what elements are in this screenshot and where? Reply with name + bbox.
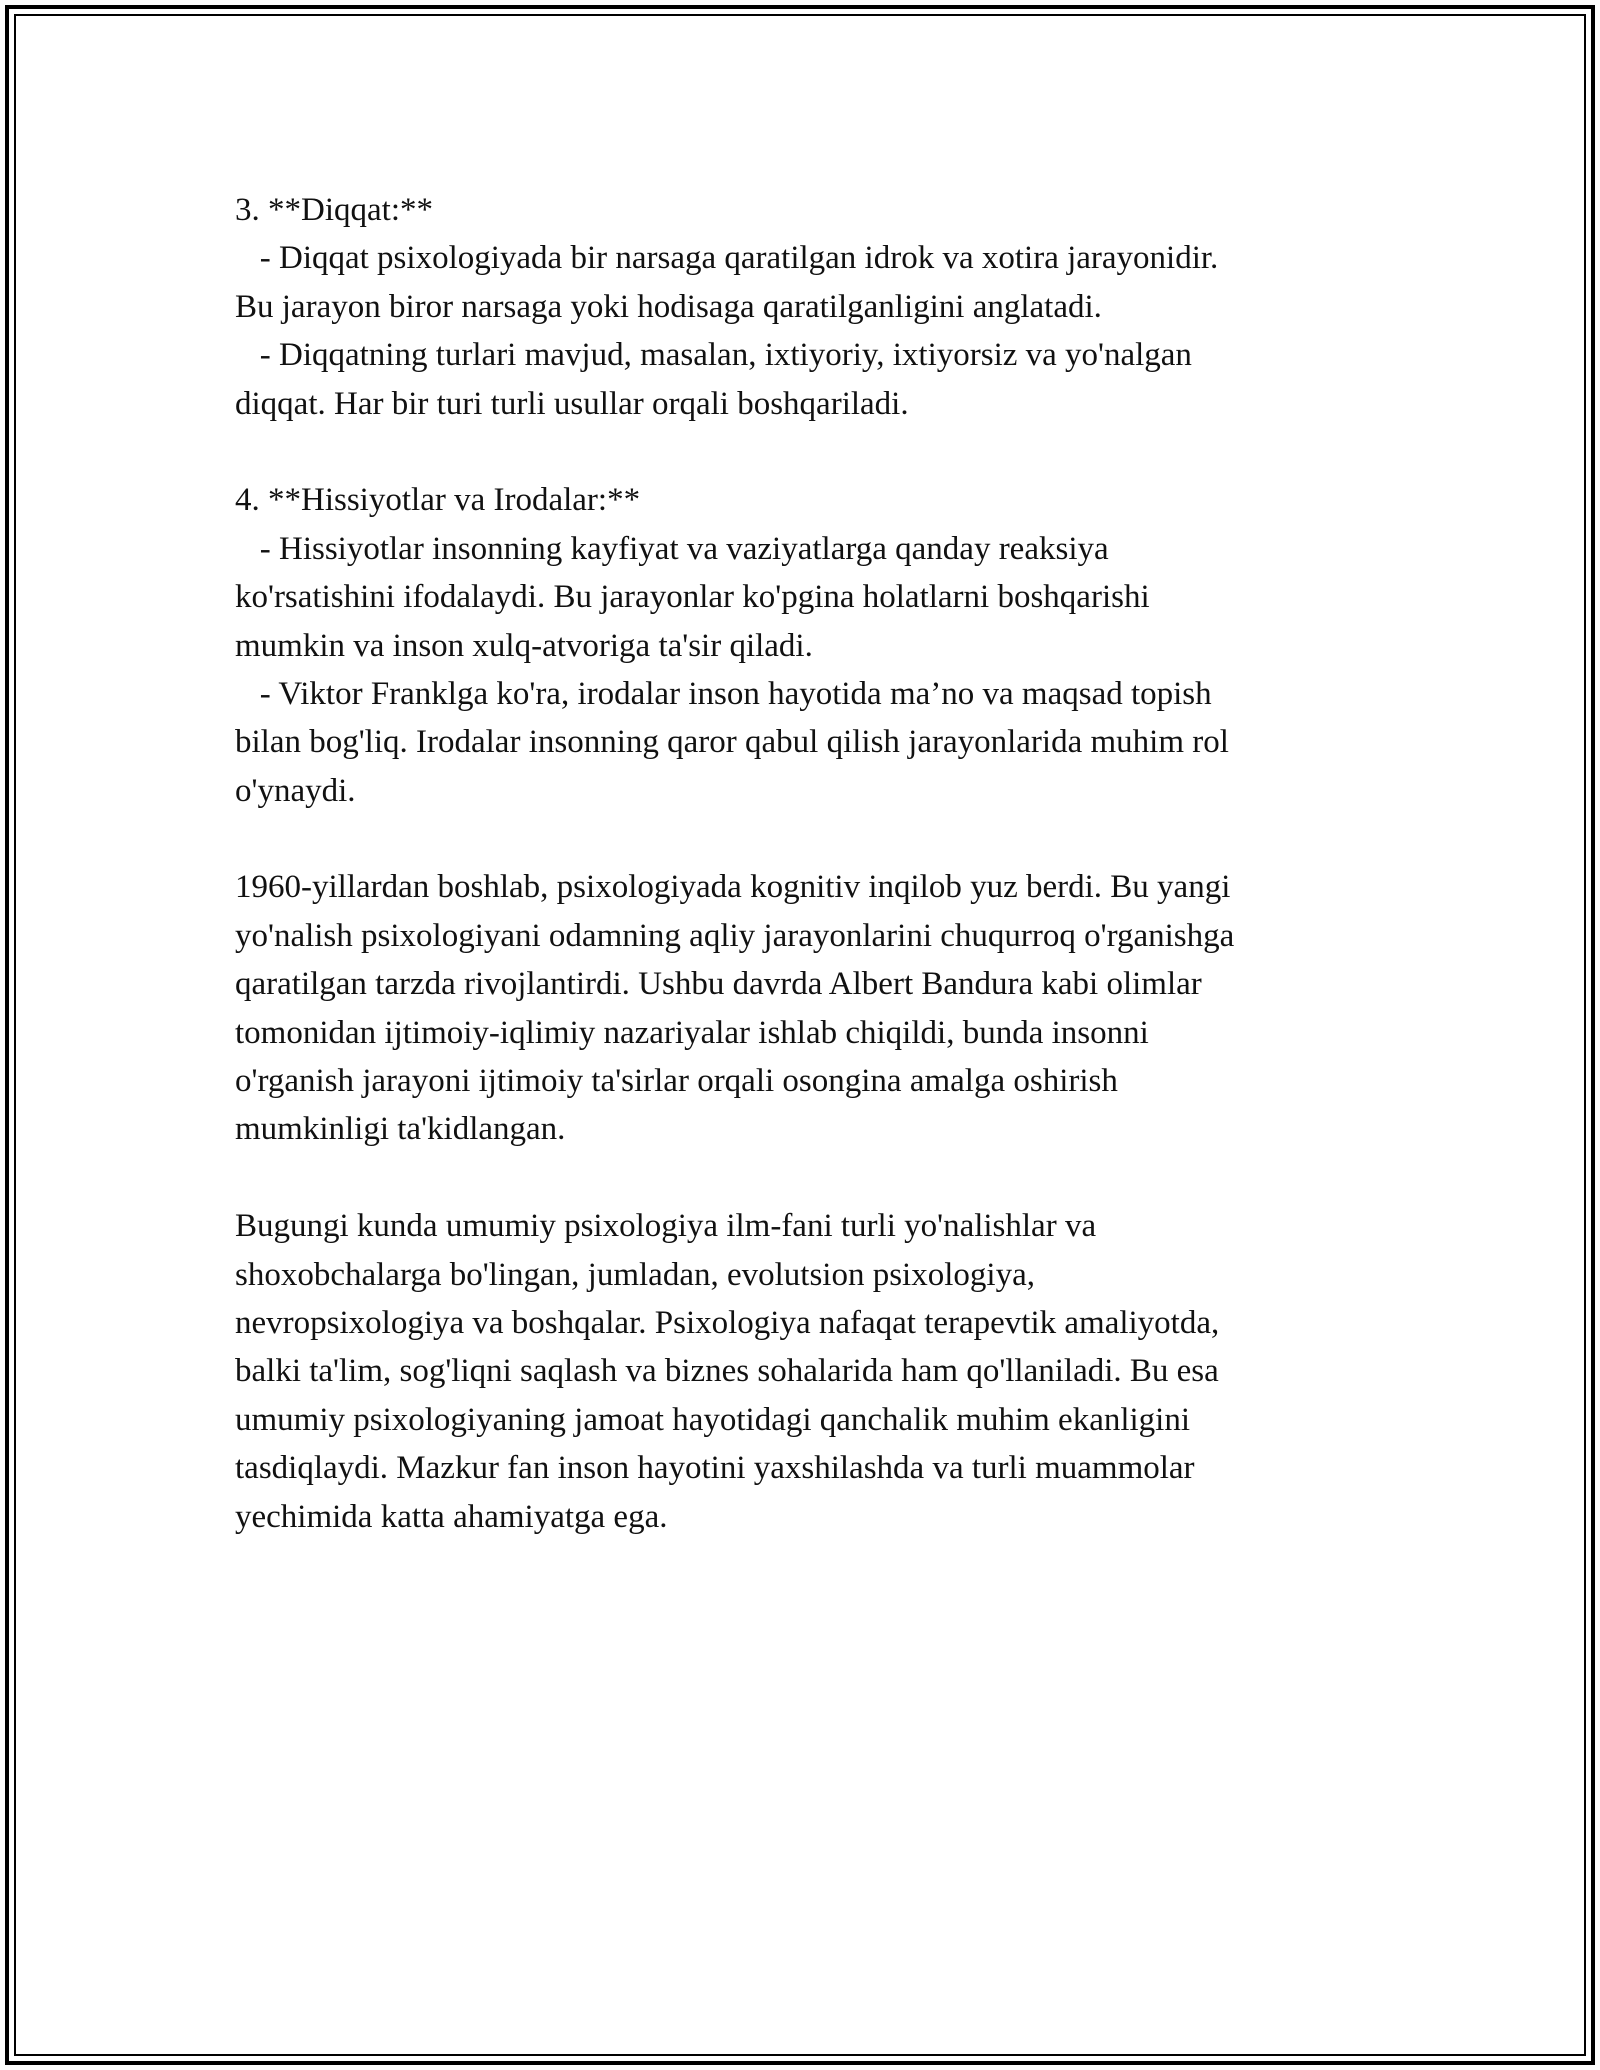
text-line: diqqat. Har bir turi turli usullar orqali boshqariladi. [235, 385, 909, 422]
text-line: o'ynaydi. [235, 772, 356, 809]
text-line: tomonidan ijtimoiy-iqlimiy nazariyalar ishlab chiqildi, bunda insonni [235, 1014, 1149, 1051]
text-line: - Viktor Franklga ko'ra, irodalar inson hayotida ma’no va maqsad topish [235, 675, 1212, 712]
text-line: tasdiqlaydi. Mazkur fan inson hayotini yaxshilashda va turli muammolar [235, 1450, 1195, 1487]
text-line: yechimida katta ahamiyatga ega. [235, 1498, 668, 1535]
text-line: - Diqqat psixologiyada bir narsaga qaratilgan idrok va xotira jarayonidir. [235, 240, 1219, 277]
document-body [235, 186, 1365, 1541]
text-line: Bu jarayon biror narsaga yoki hodisaga qaratilganligini anglatadi. [235, 288, 1102, 325]
text-line: Bugungi kunda umumiy psixologiya ilm-fani turli yo'nalishlar va [235, 1208, 1097, 1245]
text-line: - Hissiyotlar insonning kayfiyat va vaziyatlarga qanday reaksiya [235, 530, 1109, 567]
text-line: umumiy psixologiyaning jamoat hayotidagi qanchalik muhim ekanligini [235, 1401, 1191, 1438]
text-line: bilan bog'liq. Irodalar insonning qaror qabul qilish jarayonlarida muhim rol [235, 724, 1229, 761]
section-heading-hissiyotlar: 4. **Hissiyotlar va Irodalar:** [235, 482, 641, 519]
text-line: - Diqqatning turlari mavjud, masalan, ixtiyoriy, ixtiyorsiz va yo'nalgan [235, 337, 1192, 374]
section-heading-diqqat: 3. **Diqqat:** [235, 192, 433, 228]
text-line: balki ta'lim, sog'liqni saqlash va biznes sohalarida ham qo'llaniladi. Bu esa [235, 1353, 1219, 1390]
text-line: ko'rsatishini ifodalaydi. Bu jarayonlar ko'pgina holatlarni boshqarishi [235, 579, 1150, 616]
paragraph-spacer [235, 815, 1365, 863]
text-line: mumkinligi ta'kidlangan. [235, 1111, 566, 1148]
text-line: shoxobchalarga bo'lingan, jumladan, evolutsion psixologiya, [235, 1256, 1035, 1293]
text-line: 1960-yillardan boshlab, psixologiyada kognitiv inqilob yuz berdi. Bu yangi [235, 869, 1231, 906]
paragraph-spacer [235, 1154, 1365, 1202]
text-line: nevropsixologiya va boshqalar. Psixologiya nafaqat terapevtik amaliyotda, [235, 1304, 1220, 1341]
paragraph-spacer [235, 428, 1365, 476]
text-line: mumkin va inson xulq-atvoriga ta'sir qiladi. [235, 627, 813, 664]
text-line: yo'nalish psixologiyani odamning aqliy jarayonlarini chuqurroq o'rganishga [235, 917, 1235, 954]
text-line: o'rganish jarayoni ijtimoiy ta'sirlar orqali osongina amalga oshirish [235, 1063, 1118, 1100]
text-line: qaratilgan tarzda rivojlantirdi. Ushbu davrda Albert Bandura kabi olimlar [235, 966, 1202, 1003]
